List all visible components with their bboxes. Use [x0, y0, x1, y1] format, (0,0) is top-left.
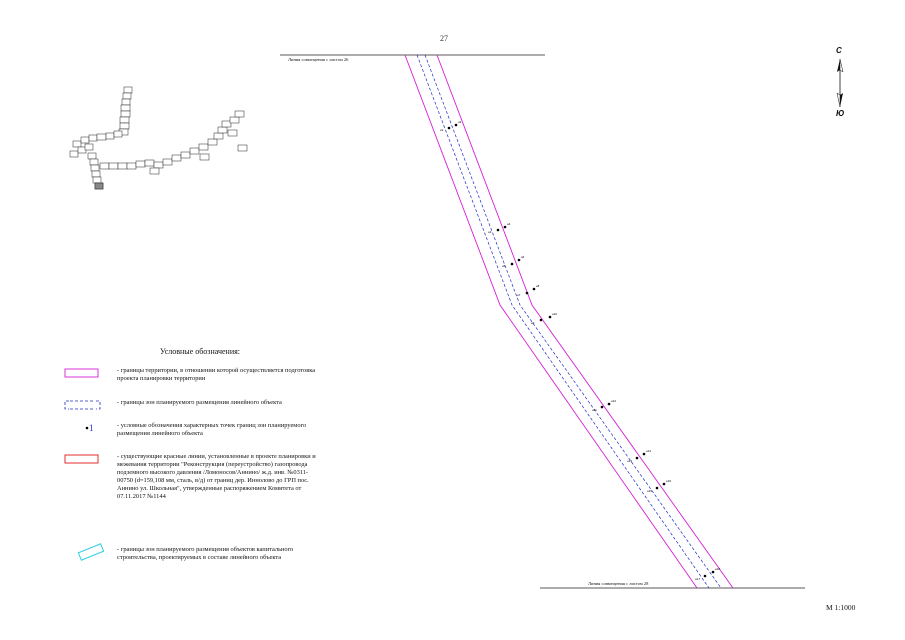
point-marker — [531, 312, 557, 325]
legend-symbol-red-line — [65, 455, 98, 463]
sheet-number: 27 — [440, 34, 448, 43]
legend-item-territory: - границы территории, в отношении которой осуществляется подготовка проекта планировки территории — [117, 367, 316, 383]
svg-text:1: 1 — [89, 423, 94, 433]
territory-boundary — [405, 55, 733, 588]
svg-text:н13: н13 — [627, 459, 632, 463]
legend-item-red-line: - существующие красные линии, установленные в проекте планировки и межевания территории "Реконструкция (переустройство) газопровода подземного высокого давления /Ломоносов/Аннино/ ж.д. инв. №0311-00750 (d=159,108 мм, сталь, в/д) от границ дер. Иннолово до ГРП пос. Аннино ул. Школьная", утвержденные распоряжением Комитета от 07.11.2017 №1144 — [117, 453, 316, 501]
svg-text:н7: н7 — [517, 293, 521, 297]
north-arrow-icon — [837, 59, 843, 107]
legend-item-capital: - границы зон планируемого размещения объектов капитального строительства, проектируемых в составе линейного объекта — [117, 546, 294, 562]
svg-text:н5: н5 — [502, 264, 506, 268]
legend-symbol-point — [86, 423, 94, 433]
svg-text:н12: н12 — [611, 399, 616, 403]
join-line-bottom-label: Линия совмещения с листом 28 — [588, 581, 649, 586]
legend-item-zone: - границы зон планируемого размещения линейного объекта — [117, 399, 282, 406]
svg-text:н10: н10 — [552, 312, 557, 316]
svg-text:н9: н9 — [531, 321, 535, 325]
svg-text:н11: н11 — [592, 408, 597, 412]
north-label: С — [836, 46, 842, 55]
legend-item-point: - условные обозначения характерных точек границ зон планируемого размещения линейного объекта — [117, 422, 307, 438]
legend-symbol-capital — [78, 544, 103, 560]
point-marker — [647, 479, 671, 493]
point-marker — [440, 120, 462, 132]
legend-title: Условные обозначения: — [160, 347, 241, 356]
svg-text:н16: н16 — [666, 479, 671, 483]
zone-boundary — [417, 55, 721, 588]
legend-symbol-zone — [65, 401, 100, 409]
svg-text:н4: н4 — [507, 222, 511, 226]
current-sheet-marker — [95, 183, 103, 189]
legend-symbol-territory — [65, 369, 98, 377]
sheet-index-map — [70, 87, 247, 189]
svg-text:н8: н8 — [536, 284, 540, 288]
svg-text:н14: н14 — [646, 449, 651, 453]
join-line-top-label: Линия совмещения с листом 26 — [288, 57, 349, 62]
svg-text:н1: н1 — [440, 128, 444, 132]
svg-text:н2: н2 — [458, 120, 462, 124]
scale-label: М 1:1000 — [826, 603, 856, 612]
point-markers — [440, 120, 720, 581]
svg-text:н18: н18 — [715, 567, 720, 571]
svg-text:н17: н17 — [695, 577, 700, 581]
south-label: Ю — [836, 109, 845, 118]
svg-text:н15: н15 — [647, 489, 652, 493]
point-marker — [488, 222, 511, 234]
svg-text:н6: н6 — [521, 255, 525, 259]
point-marker — [592, 399, 616, 412]
svg-text:н3: н3 — [488, 230, 492, 234]
